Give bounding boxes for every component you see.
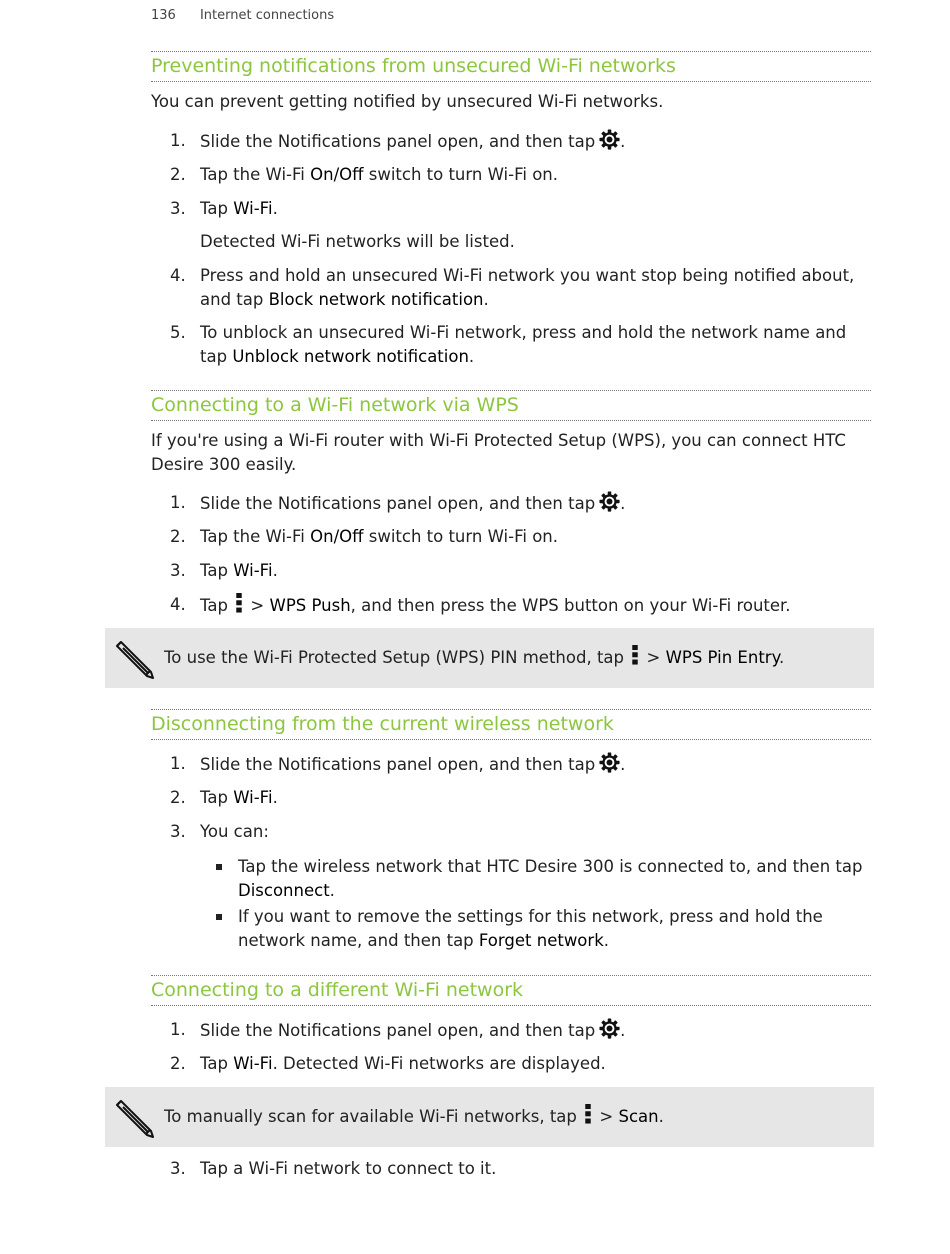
- ui-term: Wi-Fi: [233, 561, 273, 580]
- more-vert-icon: [584, 1104, 592, 1124]
- more-vert-icon: [235, 593, 243, 613]
- pencil-icon: [113, 1097, 155, 1139]
- step-number: 3.: [170, 561, 186, 580]
- ui-term: Scan: [618, 1107, 659, 1126]
- step-number: 3.: [170, 822, 186, 841]
- step-text: Tap Wi-Fi.: [200, 788, 278, 807]
- step-number: 5.: [170, 323, 186, 342]
- step-text: Press and hold an unsecured Wi-Fi network you want stop being notified about, and tap Block network notification.: [200, 266, 855, 309]
- step-number: 1.: [170, 1020, 186, 1039]
- step-note: Detected Wi-Fi networks will be listed.: [200, 232, 515, 251]
- bullet-text: Tap the wireless network that HTC Desire 300 is connected to, and then tap Disconnect.: [238, 857, 863, 900]
- step-number: 2.: [170, 788, 186, 807]
- step-number: 1.: [170, 754, 186, 773]
- section-title-wps: Connecting to a Wi-Fi network via WPS: [151, 390, 871, 421]
- step-text: You can:: [200, 822, 269, 841]
- section-title-preventing-notifications: Preventing notifications from unsecured Wi-Fi networks: [151, 51, 871, 82]
- step-text: Tap a Wi-Fi network to connect to it.: [200, 1159, 497, 1178]
- step-text: Tap Wi-Fi.: [200, 561, 278, 580]
- bullet-text: If you want to remove the settings for this network, press and hold the network name, and then tap Forget network.: [238, 907, 823, 950]
- note-text: To use the Wi-Fi Protected Setup (WPS) PIN method, tap > WPS Pin Entry.: [164, 645, 784, 670]
- ui-term: On/Off: [310, 527, 364, 546]
- note-text: To manually scan for available Wi-Fi networks, tap > Scan.: [164, 1104, 664, 1129]
- section-title-different-network: Connecting to a different Wi-Fi network: [151, 975, 871, 1006]
- ui-term: Wi-Fi: [233, 199, 273, 218]
- bullet-marker: [216, 914, 222, 920]
- tip-note: [105, 628, 874, 688]
- step-text: Tap the Wi-Fi On/Off switch to turn Wi-Fi on.: [200, 165, 558, 184]
- bullet-marker: [216, 864, 222, 870]
- step-number: 2.: [170, 1054, 186, 1073]
- step-text: Slide the Notifications panel open, and then tap .: [200, 491, 871, 516]
- page-number: 136: [151, 8, 176, 23]
- more-vert-icon: [631, 645, 639, 665]
- running-header: [151, 8, 334, 23]
- step-text: Tap Wi-Fi. Detected Wi-Fi networks are displayed.: [200, 1054, 606, 1073]
- step-text: Slide the Notifications panel open, and then tap .: [200, 1018, 871, 1043]
- ui-term: Block network notification: [268, 290, 484, 309]
- gear-icon: [599, 752, 620, 773]
- step-text: To unblock an unsecured Wi-Fi network, press and hold the network name and tap Unblock network notification.: [200, 323, 847, 366]
- pencil-icon: [113, 638, 155, 680]
- ui-term: WPS Push: [269, 596, 351, 615]
- step-text: Tap > WPS Push, and then press the WPS button on your Wi-Fi router.: [200, 593, 871, 618]
- step-number: 2.: [170, 527, 186, 546]
- section-title-disconnecting: Disconnecting from the current wireless network: [151, 709, 871, 740]
- ui-term: Unblock network notification: [232, 347, 469, 366]
- step-number: 4.: [170, 266, 186, 285]
- step-number: 1.: [170, 493, 186, 512]
- step-number: 1.: [170, 131, 186, 150]
- section-intro: You can prevent getting notified by unsecured Wi-Fi networks.: [151, 92, 664, 111]
- gear-icon: [599, 1018, 620, 1039]
- step-number: 4.: [170, 595, 186, 614]
- step-text: Tap Wi-Fi.: [200, 199, 278, 218]
- step-number: 3.: [170, 199, 186, 218]
- ui-term: Forget network: [478, 931, 604, 950]
- gear-icon: [599, 491, 620, 512]
- step-number: 2.: [170, 165, 186, 184]
- section-intro: If you're using a Wi-Fi router with Wi-Fi Protected Setup (WPS), you can connect HTC Desire 300 easily.: [151, 431, 846, 474]
- ui-term: WPS Pin Entry: [665, 648, 779, 667]
- gear-icon: [599, 129, 620, 150]
- step-text: Slide the Notifications panel open, and then tap .: [200, 129, 871, 154]
- chapter-title: Internet connections: [199, 8, 335, 23]
- step-text: Tap the Wi-Fi On/Off switch to turn Wi-Fi on.: [200, 527, 558, 546]
- tip-note: [105, 1087, 874, 1147]
- step-text: Slide the Notifications panel open, and then tap .: [200, 752, 871, 777]
- ui-term: Wi-Fi: [233, 1054, 273, 1073]
- ui-term: Disconnect: [238, 881, 330, 900]
- step-number: 3.: [170, 1159, 186, 1178]
- ui-term: Wi-Fi: [233, 788, 273, 807]
- ui-term: On/Off: [310, 165, 364, 184]
